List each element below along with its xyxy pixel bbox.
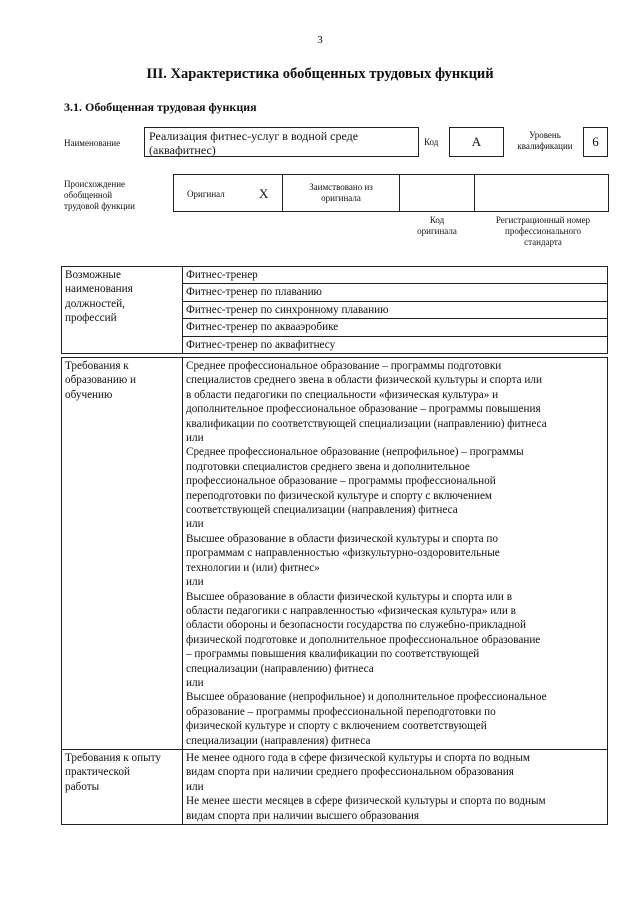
education-text-line: области педагогики с направленностью «физическая культура» или в	[186, 604, 516, 617]
origin-divider-2	[399, 175, 400, 211]
origin-divider-1	[282, 175, 283, 211]
education-text-cell	[183, 358, 608, 750]
subsection-title: 3.1. Обобщенная трудовая функция	[64, 100, 257, 114]
education-text-line: переподготовки по физической культуре и спорту с включением	[186, 489, 492, 502]
education-text-line: Высшее образование (непрофильное) и дополнительное профессиональное	[186, 691, 547, 704]
experience-text-line: или	[186, 780, 204, 793]
position-item: Фитнес-тренер по синхронному плаванию	[183, 302, 607, 319]
experience-label-cell	[62, 749, 183, 824]
original-label: Оригинал	[187, 189, 225, 199]
education-text-line: специализации (направлению) фитнеса	[186, 662, 374, 675]
education-text-line: физической подготовке и дополнительное профессиональное образование	[186, 633, 541, 646]
education-text-line: Среднее профессиональное образование – программы подготовки	[186, 360, 502, 372]
page-number: 3	[317, 34, 323, 46]
code-label: Код	[424, 137, 439, 147]
positions-label-line: наименования	[65, 283, 133, 296]
code-value-cell: A	[449, 127, 504, 157]
experience-label-line: практической	[65, 766, 130, 779]
education-text-line: Среднее профессиональное образование (непрофильное) – программы	[186, 446, 524, 459]
experience-text-line: видам спорта при наличии высшего образования	[186, 809, 420, 822]
education-text-line: области обороны и безопасности государства по служебно-прикладной	[186, 619, 526, 632]
education-text-line: Высшее образование в области физической культуры и спорта или в	[186, 590, 512, 603]
education-text-line: технологии и (или) фитнес»	[186, 561, 320, 574]
code-caption-line-2: оригинала	[417, 226, 457, 236]
education-text-line: соответствующей специализации (направления) фитнеса	[186, 504, 458, 517]
level-label-line-2: квалификации	[517, 141, 573, 151]
experience-requirements-row	[62, 749, 608, 824]
reg-number-caption	[476, 215, 610, 248]
education-requirements-row	[62, 358, 608, 750]
level-label-line-1: Уровень	[529, 130, 561, 140]
education-text-line: подготовки специалистов среднего звена и дополнительное	[186, 460, 470, 473]
origin-label-line-1: Происхождение	[64, 179, 126, 189]
requirements-table	[61, 357, 608, 825]
education-text-line: специализации (направления) фитнеса	[186, 734, 371, 747]
original-mark: X	[259, 186, 269, 201]
experience-text-cell	[183, 749, 608, 824]
code-original-caption	[400, 215, 474, 237]
reg-caption-line-1: Регистрационный номер	[495, 215, 591, 225]
reg-caption-line-3: стандарта	[524, 237, 562, 247]
education-text-line: в области педагогики по специальности «физическая культура» и	[186, 388, 499, 401]
code-caption-line-1: Код	[429, 215, 445, 225]
origin-table	[173, 174, 609, 212]
position-item: Фитнес-тренер по плаванию	[183, 284, 607, 301]
positions-table	[61, 266, 608, 354]
positions-list-cell	[183, 267, 608, 354]
experience-text-line: видам спорта при наличии среднего профессиональном образования	[186, 766, 514, 779]
education-label-line: образованию и	[65, 374, 137, 387]
education-text-line: или	[186, 576, 204, 589]
borrowed-label	[285, 182, 397, 204]
position-item: Фитнес-тренер по аквааэробике	[183, 319, 607, 336]
section-title: III. Характеристика обобщенных трудовых функций	[146, 66, 494, 82]
education-text-line: или	[186, 676, 204, 689]
function-name-line-1: Реализация фитнес-услуг в водной среде	[149, 129, 359, 143]
education-text-line: дополнительное профессиональное образование – программы повышения	[186, 403, 541, 416]
education-text-line: или	[186, 432, 204, 445]
reg-caption-line-2: профессионального	[505, 226, 581, 236]
education-text-line: программам с направленностью «физкультурно-оздоровительные	[186, 547, 500, 560]
origin-label-line-3: трудовой функции	[64, 201, 135, 211]
education-label-line: Требования к	[65, 360, 129, 372]
position-item: Фитнес-тренер	[183, 267, 607, 284]
origin-label	[64, 179, 135, 212]
positions-row	[62, 267, 608, 354]
education-text-line: Высшее образование в области физической культуры и спорта по	[186, 532, 498, 545]
origin-divider-3	[474, 175, 475, 211]
education-text-line: или	[186, 518, 204, 531]
positions-label-line: Возможные	[65, 269, 121, 281]
education-text-line: специалистов среднего звена в области физической культуры и спорта или	[186, 374, 542, 387]
experience-text-line: Не менее шести месяцев в сфере физической культуры и спорта по водным	[186, 795, 546, 808]
experience-label-line: работы	[65, 780, 100, 793]
education-text-line: образование – программы профессиональной переподготовки по	[186, 705, 496, 718]
level-value-cell: 6	[583, 127, 608, 157]
experience-label-line: Требования к опыту	[65, 751, 161, 764]
qualification-level-label	[508, 130, 582, 152]
experience-text-line: Не менее одного года в сфере физической культуры и спорта по водным	[186, 751, 530, 764]
education-label-line: обучению	[65, 388, 113, 401]
function-name-cell	[144, 127, 419, 157]
positions-label-line: профессий	[65, 312, 117, 325]
positions-label-line: должностей,	[65, 297, 125, 310]
education-label-cell	[62, 358, 183, 750]
borrowed-label-line-2: оригинала	[321, 193, 361, 203]
name-label: Наименование	[64, 138, 121, 148]
function-name-line-2: (аквафитнес)	[149, 143, 216, 157]
education-text-line: – программы повышения квалификации по соответствующей	[186, 648, 480, 661]
origin-label-line-2: обобщенной	[64, 190, 113, 200]
borrowed-label-line-1: Заимствовано из	[309, 182, 373, 192]
education-text-line: квалификации по соответствующей специализации (направлению) фитнеса	[186, 417, 547, 430]
position-item: Фитнес-тренер по аквафитнесу	[186, 338, 336, 351]
education-text-line: физической культуре и спорту с включением соответствующей	[186, 720, 487, 733]
education-text-line: профессиональное образование – программы профессиональной	[186, 475, 496, 488]
positions-label-cell	[62, 267, 183, 354]
